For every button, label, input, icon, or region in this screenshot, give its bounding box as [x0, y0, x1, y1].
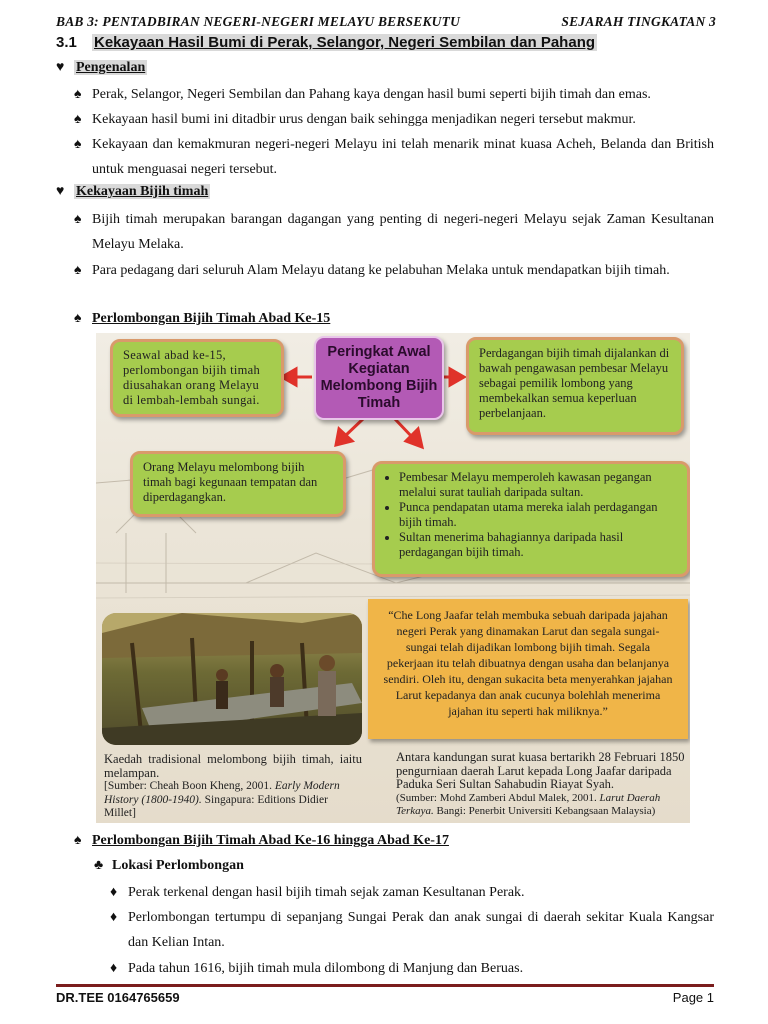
list-item: ♠ Kekayaan hasil bumi ini ditadbir urus dengan baik sehingga menjadikan negeri tersebut makmur.: [74, 107, 714, 132]
club-bullet-icon: ♣: [94, 858, 104, 873]
section-heading: [56, 34, 597, 51]
footer-author: DR.TEE 0164765659: [56, 990, 180, 1005]
diamond-bullet-icon: ♦: [110, 885, 118, 900]
box-perdagangan: Perdagangan bijih timah dijalankan di bawah pengawasan pembesar Melayu sebagai pemilik lombong yang membekalkan semua keperluan perbelanjaan.: [466, 337, 684, 435]
list-item: ♠ Bijih timah merupakan barangan dagangan yang penting di negeri-negeri Melayu sejak Zaman Kesultanan Melayu Melaka.: [74, 207, 714, 257]
heading-kekayaan-bijih: ♥ Kekayaan Bijih timah: [56, 184, 209, 199]
quote-box: “Che Long Jaafar telah membuka sebuah daripada jajahan negeri Perak yang dinamakan Larut dan segala sungai-sungai telah dijadikan lombong bijih timah. Segala pekerjaan itu telah dibuatnya dengan usaha dan belanjanya sendiri. Oleh itu, dengan sukacita beta menyerahkan jajahan Larut kepadanya dan anak cucunya bolehlah menerima jajahan itu seperti hak miliknya.”: [368, 599, 688, 739]
list-item: • Punca pendapatan utama mereka ialah perdagangan bijih timah.: [399, 500, 677, 530]
subheading-abad-16-17: ♠ Perlombongan Bijih Timah Abad Ke-16 hingga Abad Ke-17: [74, 833, 449, 848]
page-header: [56, 14, 716, 30]
box-pembesar: [372, 461, 690, 577]
caption-right: Antara kandungan surat kuasa bertarikh 28 Februari 1850 pengurniaan daerah Larut kepada Long Jaafar daripada Paduka Seri Sultan Sahabudin Riayat Syah. (Sumber: Mohd Zamberi Abdul Malek, 2001. Larut Daerah Terkaya. Bangi: Penerbit Universiti Kebangsaan Malaysia): [396, 750, 685, 817]
list-item: • Pembesar Melayu memperoleh kawasan pegangan melalui surat tauliah daripada sultan.: [399, 470, 677, 500]
heading-pengenalan: ♥ Pengenalan: [56, 60, 146, 75]
list-item: ♦ Perak terkenal dengan hasil bijih timah sejak zaman Kesultanan Perak.: [110, 880, 714, 905]
source-right: (Sumber: Mohd Zamberi Abdul Malek, 2001. Larut Daerah Terkaya. Bangi: Penerbit Universiti Kebangsaan Malaysia): [396, 791, 661, 817]
spade-bullet-icon: ♠: [74, 833, 82, 848]
section-title: Kekayaan Hasil Bumi di Perak, Selangor, Negeri Sembilan dan Pahang: [94, 34, 596, 51]
box-seawal: Seawal abad ke-15, perlombongan bijih timah diusahakan orang Melayu di lembah-lembah sungai.: [110, 339, 284, 417]
spade-bullet-icon: ♠: [74, 212, 82, 227]
list-item: ♦ Pada tahun 1616, bijih timah mula dilombong di Manjung dan Beruas.: [110, 956, 714, 981]
header-chapter: BAB 3: PENTADBIRAN NEGERI-NEGERI MELAYU BERSEKUTU: [56, 14, 461, 29]
source-left: [Sumber: Cheah Boon Kheng, 2001. Early Modern History (1800-1940). Singapura: Editions Didier Millet]: [104, 780, 340, 819]
section-number: 3.1: [56, 34, 77, 51]
heart-bullet-icon: ♥: [56, 60, 65, 75]
mining-illustration: [102, 613, 362, 745]
infographic-figure: [96, 333, 690, 823]
header-subject: SEJARAH TINGKATAN 3: [561, 14, 716, 29]
subheading-abad-15: ♠ Perlombongan Bijih Timah Abad Ke-15: [74, 311, 331, 326]
spade-bullet-icon: ♠: [74, 311, 82, 326]
page-footer: [56, 990, 714, 1005]
subheading-lokasi: ♣ Lokasi Perlombongan: [94, 858, 244, 873]
list-item: ♠ Kekayaan dan kemakmuran negeri-negeri Melayu ini telah menarik minat kuasa Acheh, Belanda dan British untuk menguasai negeri tersebut.: [74, 132, 714, 182]
spade-bullet-icon: ♠: [74, 87, 82, 102]
list-item: • Sultan menerima bahagiannya daripada hasil perdagangan bijih timah.: [399, 530, 677, 560]
page-number: Page 1: [672, 990, 714, 1005]
heart-bullet-icon: ♥: [56, 184, 65, 199]
spade-bullet-icon: ♠: [74, 112, 82, 127]
list-item: ♠ Perak, Selangor, Negeri Sembilan dan Pahang kaya dengan hasil bumi seperti bijih timah dan emas.: [74, 82, 714, 107]
list-item: ♠ Para pedagang dari seluruh Alam Melayu datang ke pelabuhan Melaka untuk mendapatkan bijih timah.: [74, 258, 714, 283]
diamond-bullet-icon: ♦: [110, 961, 118, 976]
spade-bullet-icon: ♠: [74, 263, 82, 278]
caption-left: Kaedah tradisional melombong bijih timah, iaitu melampan. [Sumber: Cheah Boon Kheng, 2001. Early Modern History (1800-1940). Singapura: Editions Didier Millet]: [104, 752, 362, 819]
box-orang-melayu: Orang Melayu melombong bijih timah bagi kegunaan tempatan dan diperdagangkan.: [130, 451, 346, 517]
diamond-bullet-icon: ♦: [110, 910, 118, 925]
spade-bullet-icon: ♠: [74, 137, 82, 152]
mining-photo: [102, 613, 362, 745]
list-item: ♦ Perlombongan tertumpu di sepanjang Sungai Perak dan anak sungai di daerah sekitar Kuala Kangsar dan Kelian Intan.: [110, 905, 714, 955]
box-peringkat-awal: Peringkat Awal Kegiatan Melombong Bijih Timah: [314, 336, 444, 420]
footer-divider: [56, 984, 714, 987]
